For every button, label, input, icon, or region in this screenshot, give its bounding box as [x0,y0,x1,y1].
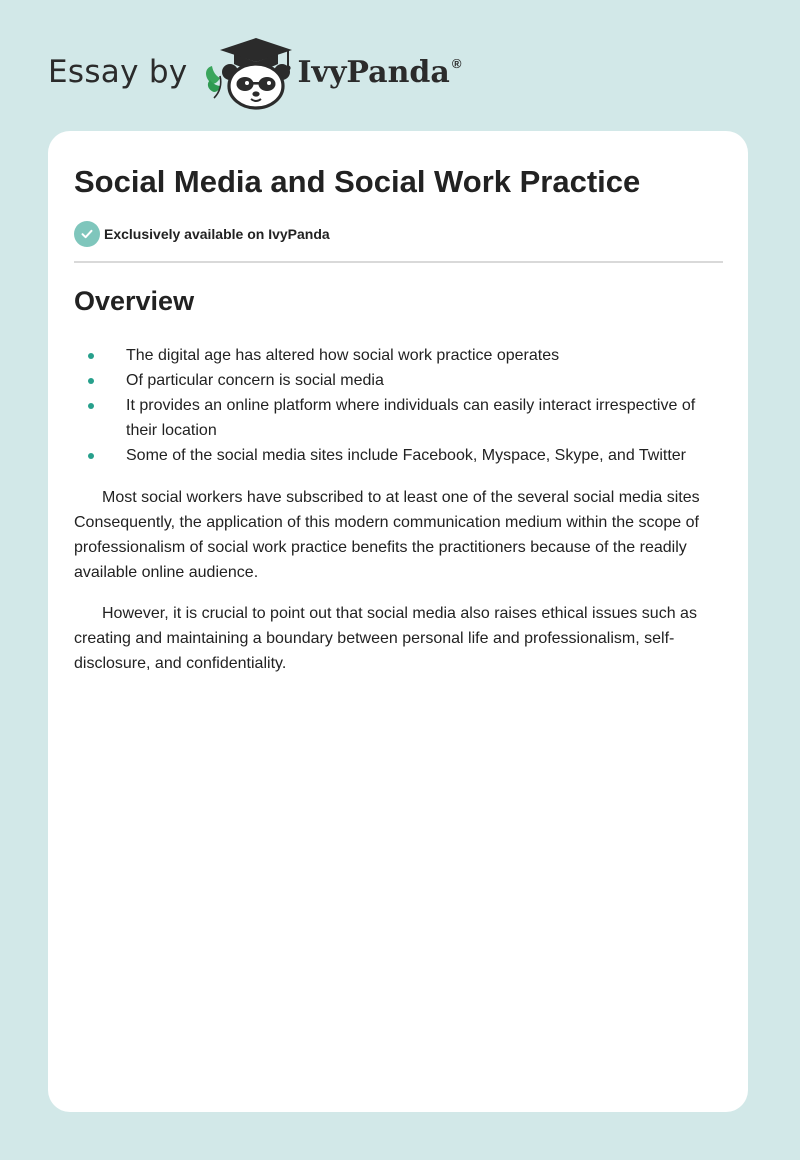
list-item-text: Of particular concern is social media [126,372,384,389]
essay-card [48,131,748,1112]
brand-name[interactable] [298,55,462,90]
list-item [74,443,724,468]
bullet-dot-icon [88,378,94,384]
list-item [74,368,724,393]
site-header [48,32,461,112]
page-title: Social Media and Social Work Practice [74,164,641,199]
bullet-dot-icon [88,353,94,359]
list-item [74,343,724,368]
list-item-text: It provides an online platform where individuals can easily interact irrespective of their location [126,397,696,439]
panda-logo-icon[interactable] [200,32,296,112]
overview-bullet-list [74,343,724,468]
section-heading: Overview [74,286,195,316]
registered-mark: ® [451,55,462,71]
brand-name-text: IvyPanda [297,54,450,90]
bullet-dot-icon [88,453,94,459]
exclusive-badge-label: Exclusively available on IvyPanda [104,226,330,242]
check-circle-icon [74,221,100,247]
essay-by-label: Essay by [48,54,188,90]
exclusive-badge [74,221,330,247]
ivy-leaf-icon [206,66,221,98]
body-paragraph: Most social workers have subscribed to at least one of the several social media sites Consequently, the application of this modern communication medium within the scope of professionalism of social work practice benefits the practitioners because of the readily available online audience. [74,489,700,581]
list-item-text: The digital age has altered how social work practice operates [126,347,560,364]
divider [74,261,723,263]
list-item [74,393,724,443]
body-paragraph: However, it is crucial to point out that social media also raises ethical issues such as creating and maintaining a boundary between personal life and professionalism, self-disclosure, and confidentiality. [74,605,697,672]
list-item-text: Some of the social media sites include Facebook, Myspace, Skype, and Twitter [126,447,686,464]
bullet-dot-icon [88,403,94,409]
